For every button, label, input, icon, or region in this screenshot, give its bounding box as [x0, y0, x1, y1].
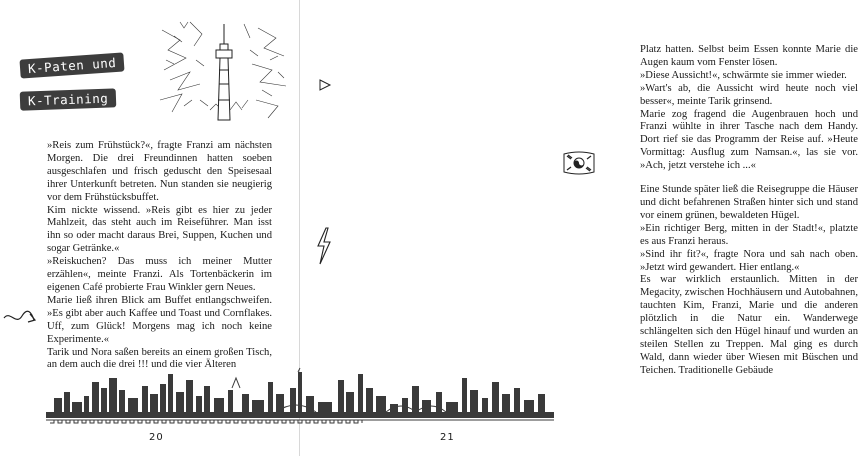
- paragraph: Eine Stunde später ließ die Reisegruppe die Häuser und dicht befahrenen Straßen hinter sich und stand vor einem grünen, bewaldeten Hügel.: [640, 184, 858, 221]
- chapter-badge-line1: K-Paten und: [19, 52, 124, 78]
- paragraph: Platz hatten. Selbst beim Essen konnte Marie die Augen kaum vom Fenster lösen.: [640, 44, 858, 68]
- paragraph: »Sind ihr fit?«, fragte Nora und sah nach oben. »Jetzt wird gewandert. Hier entlang.«: [640, 248, 858, 273]
- korean-flag-icon: [562, 150, 596, 176]
- left-body-text: [47, 140, 272, 372]
- page-number-right: 21: [440, 432, 455, 443]
- paragraph: Es war wirklich erstaunlich. Mitten in der Megacity, zwischen Hochhäusern und Autobahnen, tauchten Kim, Franzi, Marie und die anderen plötzlich in die Natur ein. Wanderwege schlängelten sich den Hügel hinauf und wurden an steilen Stellen zu Treppen. Mal ging es durch Wald, dann wieder über Wiesen mit Büschen und Teichen. Traditionelle Gebäude: [640, 274, 858, 376]
- paragraph: Marie ließ ihren Blick am Buffet entlangschweifen. »Es gibt aber auch Kaffee und Toast und Cornflakes. Uff, zum Glück! Morgens mag ich noch keine Experimente.«: [47, 294, 272, 345]
- paragraph: »Reiskuchen? Das muss ich meiner Mutter erzählen«, meinte Franzi. Als Tortenbäckerin im eigenen Café probierte Frau Winkler gern Neues.: [47, 256, 272, 293]
- chapter-badge-line2: K-Training: [20, 88, 117, 110]
- page-number-left: 20: [149, 432, 164, 443]
- paragraph: »Reis zum Frühstück?«, fragte Franzi am nächsten Morgen. Die drei Freundinnen hatten soeben ausgeschlafen und frisch geduscht den Speisesaal ihrer Unterkunft betreten. Nun standen sie neugierig vor dem Frühstücksbuffet.: [47, 140, 272, 203]
- paragraph: »Diese Aussicht!«, schwärmte sie immer wieder.: [640, 69, 847, 81]
- paragraph: Kim nickte wissend. »Reis gibt es hier zu jeder Mahlzeit, das steht auch im Reiseführer. Man isst ihn so oder macht daraus Brei, Suppen, Kuchen und sogar Getränke.«: [47, 204, 272, 255]
- paragraph: Marie zog fragend die Augenbrauen hoch und Franzi wühlte in ihrer Tasche nach dem Handy. Dort rief sie das Programm der Reise auf. »Heute Vormittag: Ausflug zum Namsan.«, las sie vor. »Ach, jetzt verstehe ich ...«: [640, 108, 858, 172]
- seoul-tower-illustration: [160, 20, 288, 120]
- paragraph: Tarik und Nora saßen bereits an einem großen Tisch, an dem auch die drei !!! und die vier Älteren: [47, 346, 272, 371]
- lightning-bolt-icon: [314, 226, 334, 266]
- paragraph: »Wart's ab, die Aussicht wird heute noch viel besser«, meinte Tarik grinsend.: [640, 82, 858, 107]
- paragraph: »Ein richtiger Berg, mitten in der Stadt!«, platzte es aus Franzi heraus.: [640, 222, 858, 247]
- triangle-marker-icon: [318, 78, 332, 92]
- squiggle-arrow-icon: [2, 300, 38, 330]
- seoul-skyline-illustration: [46, 368, 554, 424]
- right-body-text: [640, 44, 858, 378]
